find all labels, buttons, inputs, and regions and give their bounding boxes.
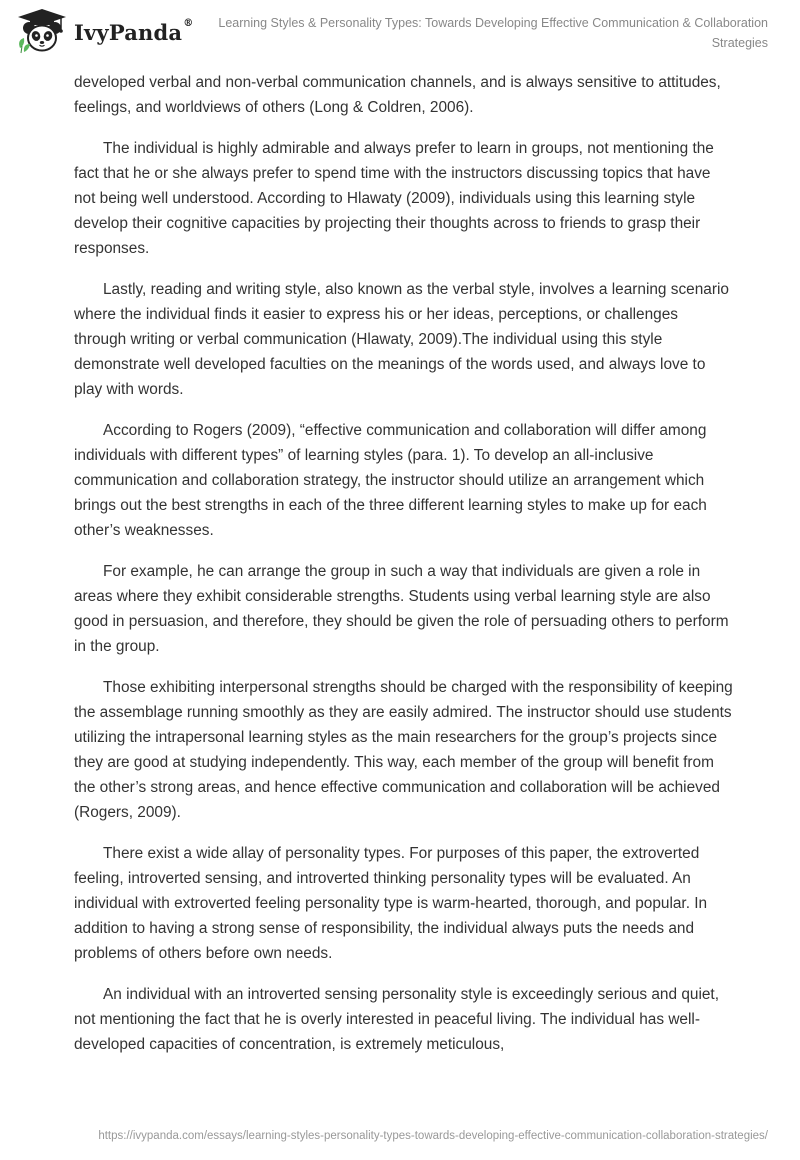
panda-graduate-icon (14, 8, 70, 54)
paragraph: For example, he can arrange the group in such a way that individuals are given a role in areas where they exhibit considerable strengths. Students using verbal learning style are also good in persuasion, and therefore, they should be given the role of persuading others to perform in the group. (74, 563, 729, 655)
paragraph: The individual is highly admirable and always prefer to learn in groups, not mentioning the fact that he or she always prefer to spend time with the instructors discussing topics that have not being well understood. According to Hlawaty (2009), individuals using this learning style develop their cognitive capacities by projecting their thoughts across to friends to grasp their responses. (74, 140, 714, 257)
ivypanda-logo[interactable] (14, 8, 193, 54)
logo-name: IvyPanda (74, 19, 183, 45)
page-header (0, 0, 800, 60)
paragraph: There exist a wide allay of personality types. For purposes of this paper, the extroverted feeling, introverted sensing, and introverted thinking personality types will be evaluated. An individual with extroverted feeling personality type is warm-hearted, thorough, and popular. In addition to having a strong sense of responsibility, the individual always puts the needs and problems of others before own needs. (74, 845, 708, 962)
document-title: Learning Styles & Personality Types: Towards Developing Effective Communication & Collaboration Strategies (218, 16, 768, 50)
paragraph: developed verbal and non-verbal communication channels, and is always sensitive to attitudes, feelings, and worldviews of others (Long & Coldren, 2006). (74, 74, 721, 116)
paragraph: An individual with an introverted sensing personality style is exceedingly serious and quiet, not mentioning the fact that he is overly interested in peaceful living. The individual has well-developed capacities of concentration, is extremely meticulous, (74, 986, 719, 1053)
source-url[interactable]: https://ivypanda.com/essays/learning-styles-personality-types-towards-developing-effective-communication-collaboration-strategies/ (98, 1130, 768, 1142)
registered-mark: ® (183, 17, 194, 29)
essay-body (74, 70, 734, 1073)
paragraph: According to Rogers (2009), “effective communication and collaboration will differ among individuals with different types” of learning styles (para. 1). To develop an all-inclusive communication and collaboration strategy, the instructor should utilize an arrangement which brings out the best strengths in each of the three different learning styles to make up for each other’s weaknesses. (74, 422, 707, 539)
paragraph: Those exhibiting interpersonal strengths should be charged with the responsibility of keeping the assemblage running smoothly as they are easily admired. The instructor should use students utilizing the intrapersonal learning styles as the main researchers for the group’s projects since they are good at studying independently. This way, each member of the group will benefit from the other’s strong areas, and hence effective communication and collaboration will be achieved (Rogers, 2009). (74, 679, 733, 821)
logo-text (74, 17, 194, 45)
paragraph: Lastly, reading and writing style, also known as the verbal style, involves a learning scenario where the individual finds it easier to express his or her ideas, perceptions, or challenges through writing or verbal communication (Hlawaty, 2009).The individual using this style demonstrate well developed faculties on the meanings of the words used, and always love to play with words. (74, 281, 729, 398)
